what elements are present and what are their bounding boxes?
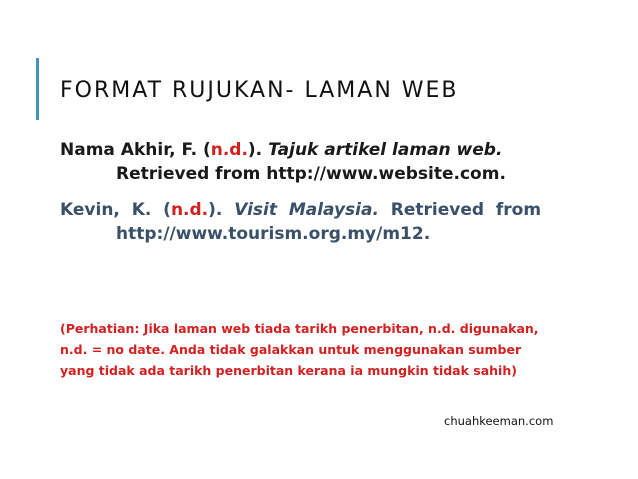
reference-2-title: Visit Malaysia. bbox=[234, 200, 379, 220]
reference-example-2 bbox=[60, 198, 541, 246]
reference-2-line-1 bbox=[60, 198, 541, 222]
reference-1-nd: n.d. bbox=[210, 140, 248, 160]
note-paragraph bbox=[60, 318, 580, 381]
reference-1-line-1 bbox=[60, 138, 506, 162]
source-credit: chuahkeeman.com bbox=[444, 414, 554, 428]
reference-2-rest: Retrieved from bbox=[378, 200, 542, 220]
reference-1-title: Tajuk artikel laman web. bbox=[268, 140, 503, 160]
reference-example-1 bbox=[60, 138, 506, 186]
accent-bar bbox=[36, 58, 39, 120]
reference-2-line-2: http://www.tourism.org.my/m12. bbox=[116, 224, 431, 244]
reference-1-author: Nama Akhir, F. ( bbox=[60, 140, 211, 160]
note-line-3: yang tidak ada tarikh penerbitan kerana ia mungkin tidak sahih) bbox=[60, 363, 517, 378]
reference-2-author: Kevin, K. ( bbox=[60, 200, 171, 220]
reference-2-close: ). bbox=[208, 200, 235, 220]
reference-1-close: ). bbox=[247, 140, 269, 160]
note-line-2: n.d. = no date. Anda tidak galakkan untuk menggunakan sumber bbox=[60, 342, 522, 357]
note-line-1: (Perhatian: Jika laman web tiada tarikh penerbitan, n.d. digunakan, bbox=[60, 321, 539, 336]
reference-2-nd: n.d. bbox=[170, 200, 209, 220]
slide-title: FORMAT RUJUKAN- LAMAN WEB bbox=[60, 78, 459, 103]
reference-1-line-2: Retrieved from http://www.website.com. bbox=[116, 164, 506, 184]
